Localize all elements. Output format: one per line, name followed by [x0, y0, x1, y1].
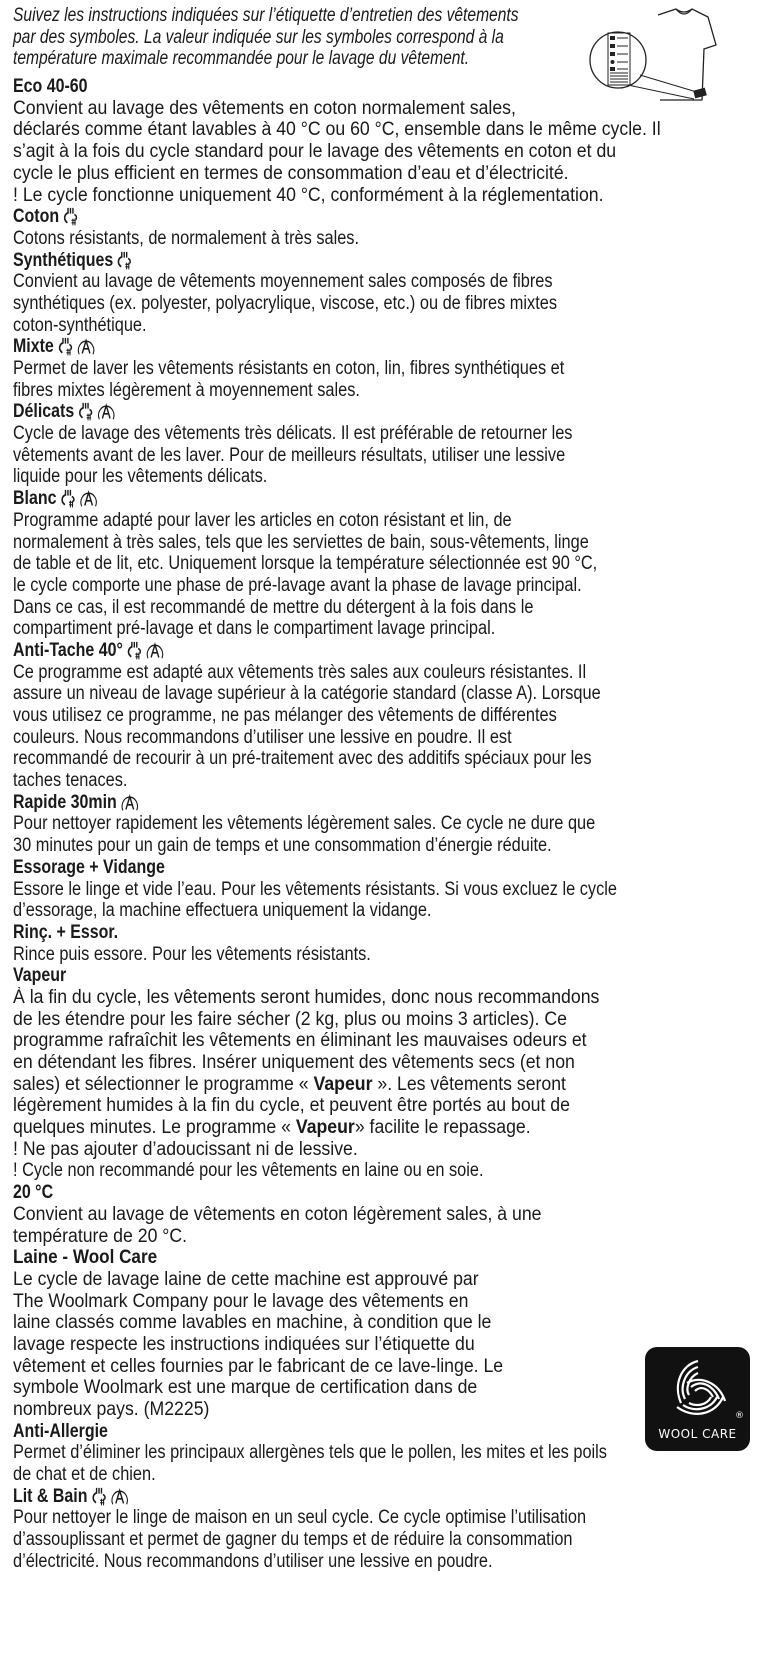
program-desc: vêtement et celles fournies par le fabricant de ce lave-linge. Le: [13, 1355, 504, 1377]
program-desc: synthétiques (ex. polyester, polyacrylique, viscose, etc.) ou de fibres mixtes: [13, 292, 558, 314]
program-desc: programme rafraîchit les vêtements en éliminant les mauvaises odeurs et: [13, 1030, 587, 1052]
program-desc: assure un niveau de lavage supérieur à la catégorie standard (classe A). Lorsque: [13, 683, 601, 705]
program-desc: Permet de laver les vêtements résistants en coton, lin, fibres synthétiques et: [13, 358, 565, 379]
program-desc: de chat et de chien.: [13, 1464, 156, 1486]
program-desc: s’agit à la fois du cycle standard pour le lavage des vêtements en coton et du: [13, 141, 617, 163]
program-title-rapide: [13, 792, 635, 814]
program-desc: de les étendre pour les faire sécher (2 kg, plus ou moins 3 articles). Ce: [13, 1008, 567, 1030]
intro-line: Suivez les instructions indiquées sur l’étiquette d’entretien des vêtements: [13, 4, 519, 26]
program-desc: fibres mixtes légèrement à moyennement sales.: [13, 379, 360, 401]
program-desc: vous utilisez ce programme, ne pas mélanger des vêtements de différentes: [13, 705, 557, 726]
program-title-text: Délicats: [13, 401, 75, 423]
program-desc: Essore le linge et vide l’eau. Pour les vêtements résistants. Si vous excluez le cycle: [13, 878, 617, 900]
program-title-vapeur: Vapeur: [13, 965, 67, 987]
program-desc: [13, 1074, 701, 1096]
program-title-litbain: [13, 1486, 635, 1508]
program-desc: recommandé de recourir à un pré-traitement avec des additifs spéciaux pour les: [13, 748, 592, 770]
circled-a-icon: [119, 792, 139, 814]
program-title-text: Blanc: [13, 488, 57, 510]
program-desc: 30 minutes pour un gain de temps et une consommation d’énergie réduite.: [13, 835, 552, 857]
program-desc: The Woolmark Company pour le lavage des vêtements en: [13, 1290, 469, 1312]
program-desc: d’assouplissant et permet de gagner du temps et de réduire la consommation: [13, 1529, 573, 1551]
program-desc: couleurs. Nous recommandons d’utiliser une lessive en poudre. Il est: [13, 726, 512, 748]
program-desc: Dans ce cas, il est recommandé de mettre du détergent à la fois dans le: [13, 596, 534, 618]
program-desc: Rince puis essore. Pour les vêtements résistants.: [13, 943, 371, 965]
program-desc: Ce programme est adapté aux vêtements très sales aux couleurs résistantes. Il: [13, 661, 587, 683]
program-desc: Cycle de lavage des vêtements très délicats. Il est préférable de retourner les: [13, 423, 573, 445]
program-desc: liquide pour les vêtements délicats.: [13, 466, 268, 488]
program-desc: Convient au lavage des vêtements en coton normalement sales,: [13, 97, 516, 119]
program-title-eco: Eco 40-60: [13, 76, 88, 98]
program-title-text: Lit & Bain: [13, 1485, 88, 1507]
program-desc: cycle le plus efficient en termes de consommation d’eau et d’électricité.: [13, 162, 569, 184]
program-desc: vêtements avant de les laver. Pour de meilleurs résultats, utiliser une lessive: [13, 444, 566, 466]
program-desc: Convient au lavage de vêtements moyennement sales composés de fibres: [13, 271, 553, 293]
circled-a-icon: [78, 488, 98, 510]
program-title-blanc: [13, 488, 635, 510]
program-desc: taches tenaces.: [13, 770, 128, 792]
hand-wash-dial-icon: [62, 207, 79, 227]
program-name-bold: Vapeur: [313, 1073, 373, 1095]
program-title-essorage: Essorage + Vidange: [13, 856, 165, 878]
program-title-synthetiques: [13, 250, 635, 272]
program-name-bold: Vapeur: [295, 1117, 355, 1139]
hand-wash-dial-icon: [90, 1487, 107, 1507]
hand-wash-dial-icon: [125, 641, 142, 661]
text-run: sales) et sélectionner le programme «: [13, 1073, 314, 1095]
program-desc: [13, 1117, 701, 1139]
program-desc: en détendant les fibres. Insérer uniquement des vêtements secs (et non: [13, 1052, 575, 1073]
registered-mark: ®: [735, 1411, 744, 1421]
program-title-text: Rapide 30min: [13, 791, 117, 813]
hand-wash-dial-icon: [116, 251, 133, 271]
program-desc: d’essorage, la machine effectuera uniquement la vidange.: [13, 900, 432, 922]
program-desc: normalement à très sales, tels que les serviettes de bain, sous-vêtements, linge: [13, 531, 589, 553]
program-title-rincage: Rinç. + Essor.: [13, 921, 119, 943]
program-title-mixte: [13, 336, 635, 358]
program-desc: Pour nettoyer le linge de maison en un seul cycle. Ce cycle optimise l’utilisation: [13, 1507, 587, 1529]
program-warning: ! Ne pas ajouter d’adoucissant ni de lessive.: [13, 1138, 358, 1160]
circled-a-icon: [96, 401, 116, 423]
program-desc: Pour nettoyer rapidement les vêtements légèrement sales. Ce cycle ne dure que: [13, 813, 596, 835]
program-desc: d’électricité. Nous recommandons d’utiliser une lessive en poudre.: [13, 1550, 493, 1572]
program-desc: Convient au lavage de vêtements en coton légèrement sales, à une: [13, 1203, 542, 1225]
text-run: quelques minutes. Le programme «: [13, 1117, 296, 1139]
program-desc: déclarés comme étant lavables à 40 °C ou 60 °C, ensemble dans le même cycle. Il: [13, 119, 661, 141]
program-desc: température de 20 °C.: [13, 1225, 188, 1247]
text-run: ». Les vêtements seront: [372, 1073, 566, 1095]
program-title-text: Mixte: [13, 336, 54, 358]
program-desc: Le cycle de lavage laine de cette machine est approuvé par: [13, 1268, 479, 1290]
program-warning: ! Cycle non recommandé pour les vêtements en laine ou en soie.: [13, 1160, 484, 1182]
program-title-coton: [13, 206, 635, 228]
program-desc: symbole Woolmark est une marque de certification dans de: [13, 1377, 478, 1399]
program-title-20c: 20 °C: [13, 1182, 54, 1204]
program-guide: [13, 5, 753, 1573]
program-title-delicats: [13, 401, 635, 423]
program-desc: lavage respecte les instructions indiquées sur l’étiquette du: [13, 1333, 475, 1355]
program-title-text: Anti-Tache 40°: [13, 639, 123, 661]
program-desc: Cotons résistants, de normalement à très sales.: [13, 227, 360, 249]
hand-wash-dial-icon: [56, 337, 73, 357]
program-title-text: Coton: [13, 206, 60, 228]
program-desc: laine classés comme lavables en machine, à condition que le: [13, 1312, 492, 1334]
program-desc: de table et de lit, etc. Uniquement lorsque la température sélectionnée est 90 °C,: [13, 553, 598, 575]
wool-care-label: WOOL CARE: [658, 1427, 737, 1441]
program-title-antiallergie: Anti-Allergie: [13, 1420, 108, 1442]
text-run: » facilite le repassage.: [354, 1117, 531, 1139]
intro-line: température maximale recommandée pour le lavage du vêtement.: [13, 47, 470, 70]
circled-a-icon: [145, 640, 165, 662]
program-desc: ! Le cycle fonctionne uniquement 40 °C, conformément à la réglementation.: [13, 184, 604, 206]
circled-a-icon: [109, 1486, 129, 1508]
intro-line: par des symboles. La valeur indiquée sur les symboles correspond à la: [13, 25, 504, 48]
program-desc: Permet d’éliminer les principaux allergènes tels que le pollen, les mites et les poils: [13, 1442, 607, 1464]
circled-a-icon: [76, 336, 96, 358]
program-desc: le cycle comporte une phase de pré-lavage avant la phase de lavage principal.: [13, 574, 582, 596]
hand-wash-dial-icon: [59, 489, 76, 509]
program-desc: coton-synthétique.: [13, 314, 147, 336]
program-desc: Programme adapté pour laver les articles en coton résistant et lin, de: [13, 509, 512, 531]
program-title-text: Synthétiques: [13, 249, 114, 271]
program-desc: légèrement humides à la fin du cycle, et peuvent être portés au bout de: [13, 1095, 570, 1117]
program-title-antitache: [13, 640, 635, 662]
program-desc: À la fin du cycle, les vêtements seront humides, donc nous recommandons: [13, 986, 600, 1008]
program-title-laine: Laine - Wool Care: [13, 1247, 158, 1269]
program-desc: compartiment pré-lavage et dans le compartiment lavage principal.: [13, 618, 496, 640]
program-desc: nombreux pays. (M2225): [13, 1399, 210, 1420]
hand-wash-dial-icon: [77, 402, 94, 422]
